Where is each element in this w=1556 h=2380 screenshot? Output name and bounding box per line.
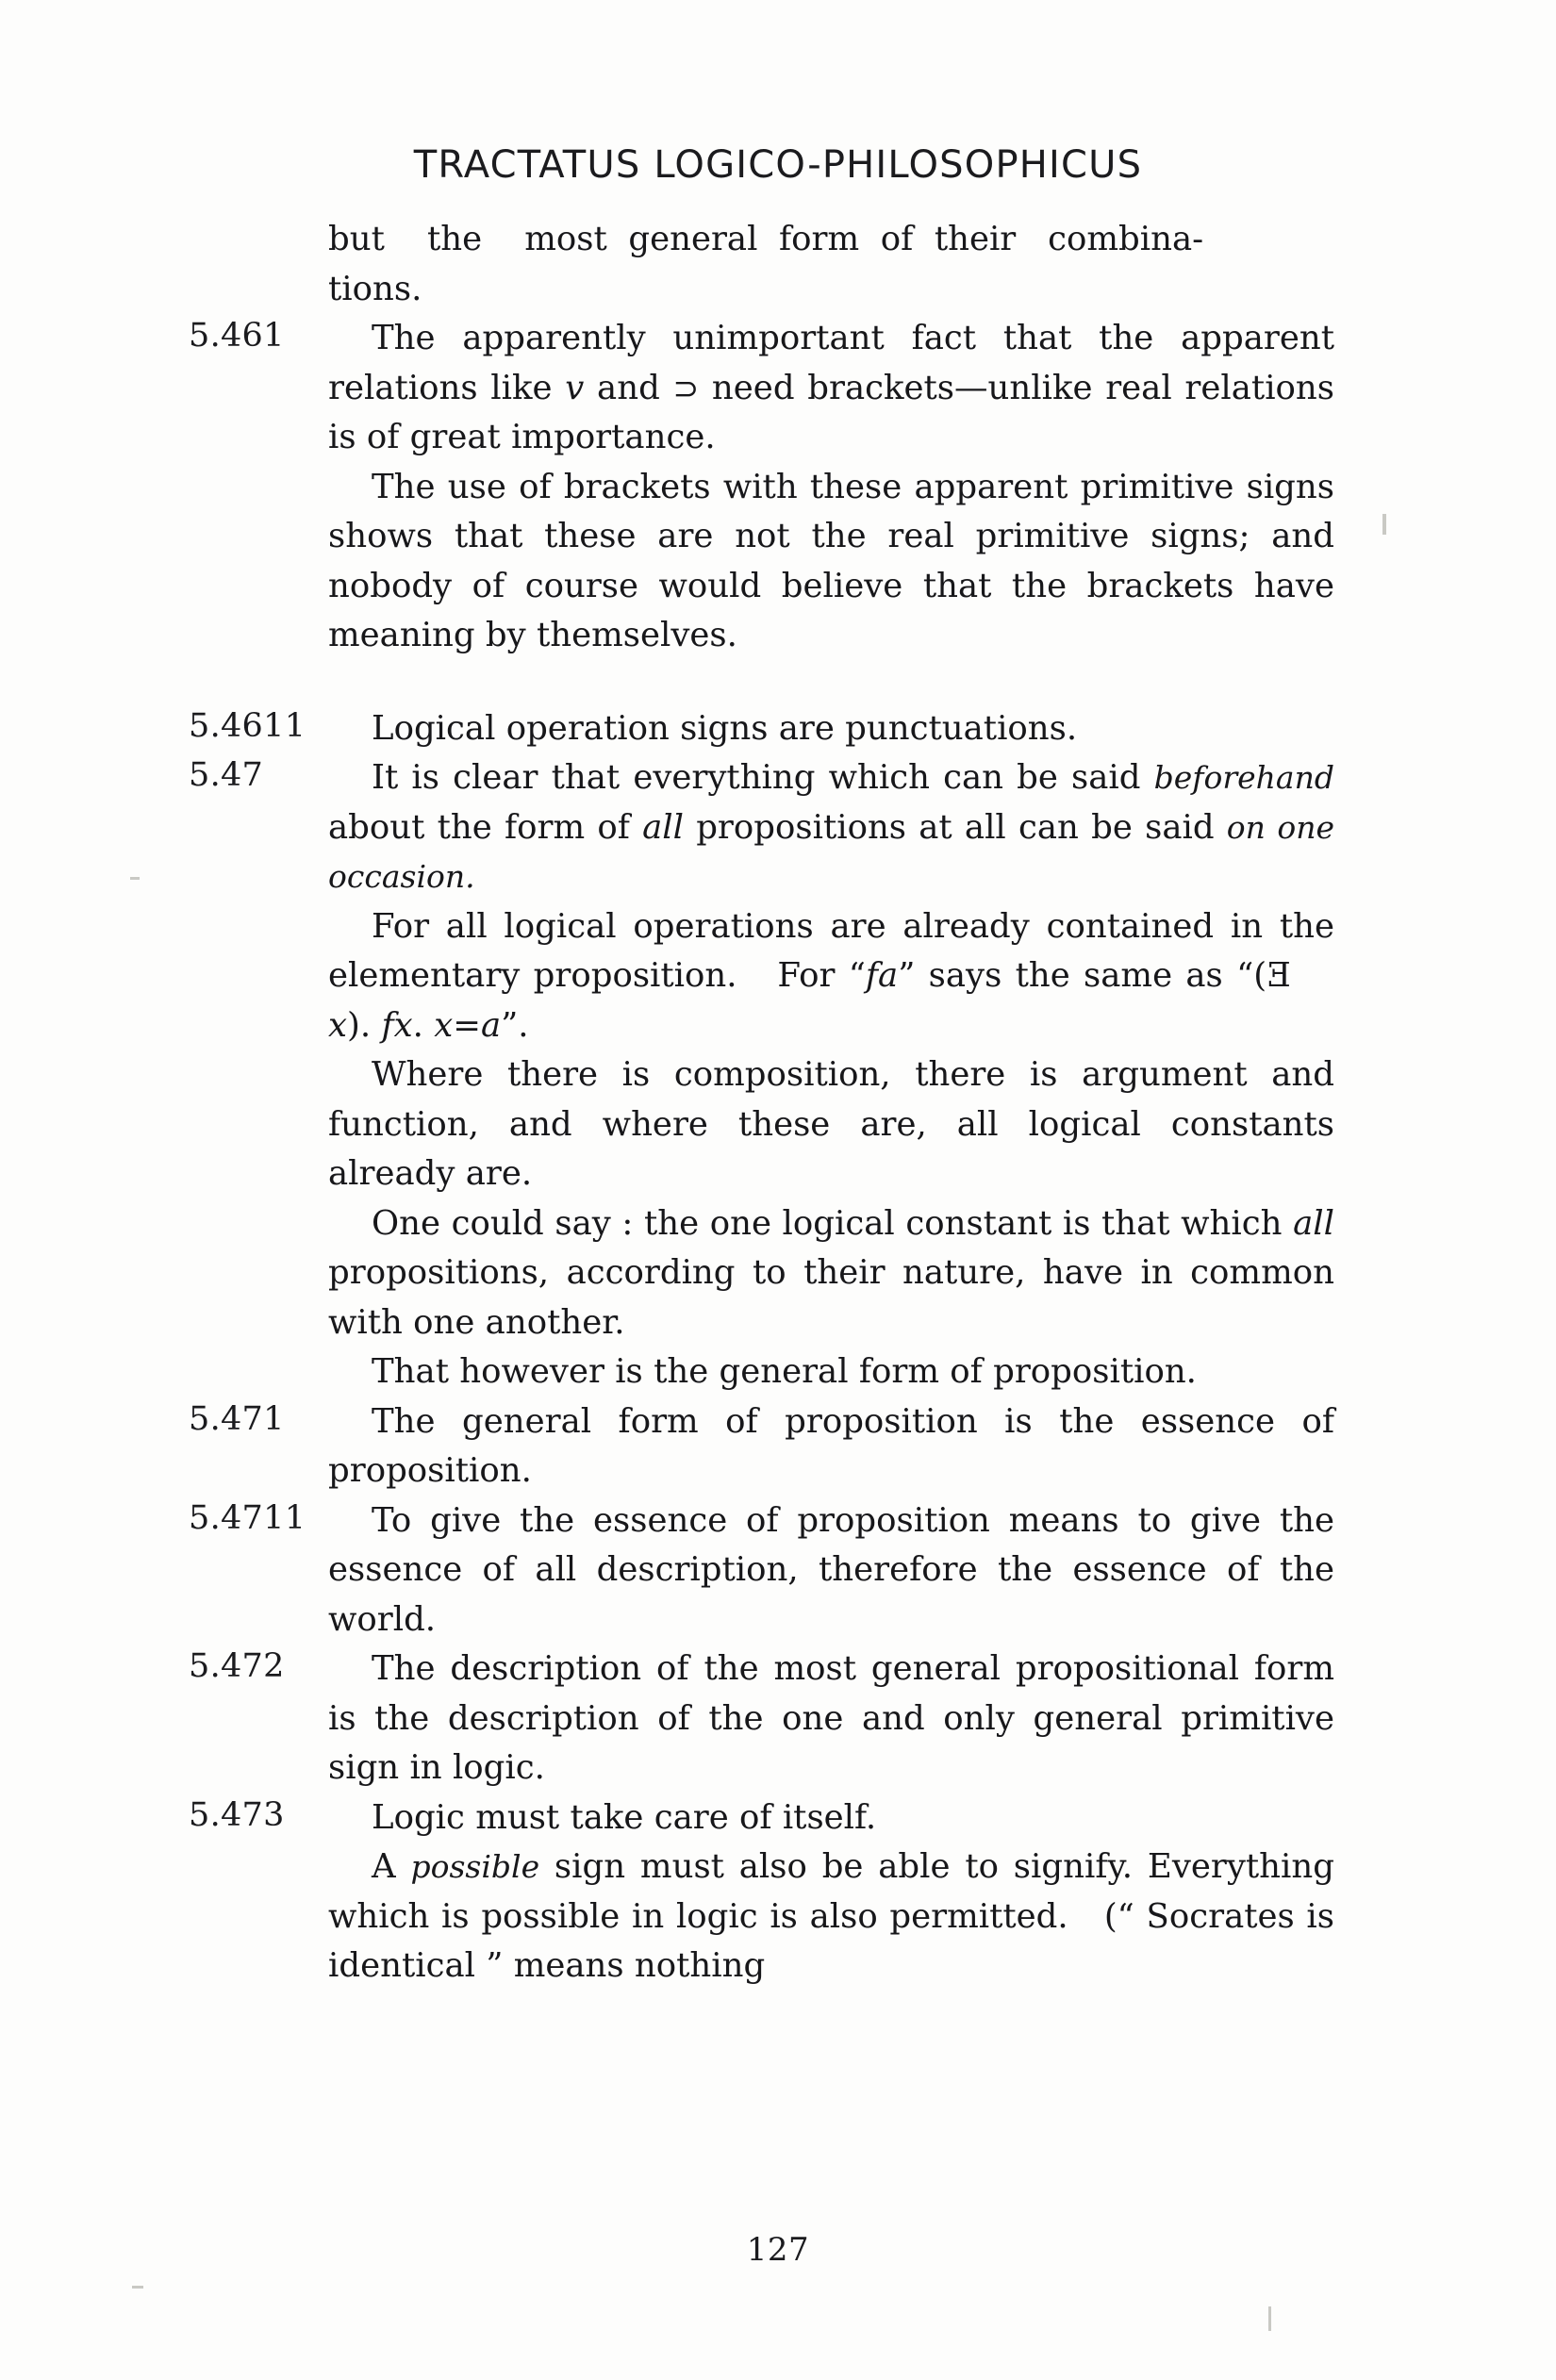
paragraph-text: The description of the most general propositional form is the description of the one and only general primitive sign in logic. <box>328 1649 1334 1787</box>
paragraph-text: The use of brackets with these apparent primitive signs shows that these are not the real primitive signs; and nobody of course would believe that the brackets have meaning by themselves. <box>328 467 1334 654</box>
paragraph-text: The general form of proposition is the essence of proposition. <box>328 1401 1334 1490</box>
paragraph-row <box>189 1645 1334 1793</box>
scan-artifact <box>1382 514 1386 535</box>
paragraph-row <box>189 753 1334 902</box>
paragraph-text: Logic must take care of itself. <box>372 1797 877 1837</box>
scan-artifact <box>130 877 140 880</box>
running-head: TRACTATUS LOGICO-PHILOSOPHICUS <box>413 143 1143 187</box>
section-number <box>189 902 328 905</box>
paragraph-text: One could say : the one logical constant is that which all propositions, according to their nature, have in common with one another. <box>328 1203 1334 1342</box>
paragraph-text: It is clear that everything which can be said beforehand about the form of all propositions at all can be said on one occasion. <box>328 758 1335 895</box>
section-number: 5.4711 <box>189 1498 306 1537</box>
paragraph-row <box>189 1397 1334 1496</box>
section-number <box>189 1050 328 1053</box>
paragraph-row <box>189 902 1334 1051</box>
paragraph-row <box>189 215 1334 314</box>
paragraph-row <box>189 1496 1334 1645</box>
paragraph-spacer <box>189 661 1334 704</box>
paragraph-text: That however is the general form of proposition. <box>372 1352 1197 1391</box>
paragraph-row <box>189 463 1334 661</box>
section-number: 5.473 <box>189 1795 285 1834</box>
scan-artifact <box>1268 2306 1271 2331</box>
section-number <box>189 463 328 466</box>
section-number: 5.4611 <box>189 706 306 745</box>
page-number: 127 <box>746 2231 810 2269</box>
section-number <box>189 1199 328 1202</box>
section-number <box>189 1843 328 1845</box>
scan-artifact <box>132 2286 143 2289</box>
section-number: 5.471 <box>189 1399 285 1438</box>
section-number: 5.461 <box>189 317 285 355</box>
section-number <box>189 1347 328 1350</box>
paragraph-text: Where there is composition, there is argument and function, and where these are, all logical constants already are. <box>328 1055 1334 1193</box>
paragraph-text: For all logical operations are already contained in the elementary proposition. For “fa” says the same as “(Ex). fx. x=a”. <box>328 906 1334 1045</box>
page-body <box>189 215 1334 1992</box>
section-number: 5.472 <box>189 1647 285 1685</box>
paragraph-text: but the most general form of their combina- tions. <box>328 220 1204 308</box>
paragraph-text: Logical operation signs are punctuations. <box>372 708 1078 748</box>
paragraph-row <box>189 1050 1334 1199</box>
section-number: 5.47 <box>189 756 264 794</box>
section-number <box>189 215 328 218</box>
paragraph-row <box>189 1793 1334 1843</box>
paragraph-row <box>189 704 1334 754</box>
paragraph-text: To give the essence of proposition means to give the essence of all description, therefore the essence of the world. <box>328 1500 1334 1639</box>
paragraph-text: The apparently unimportant fact that the apparent relations like v and ⊃ need brackets—unlike real relations is of great importance. <box>328 319 1334 456</box>
paragraph-row <box>189 314 1334 463</box>
paragraph-row <box>189 1843 1334 1992</box>
paragraph-row <box>189 1347 1334 1397</box>
paragraph-text: A possible sign must also be able to signify. Everything which is possible in logic is also permitted. (“ Socrates is identical ” means nothing <box>328 1847 1334 1985</box>
paragraph-row <box>189 1199 1334 1348</box>
